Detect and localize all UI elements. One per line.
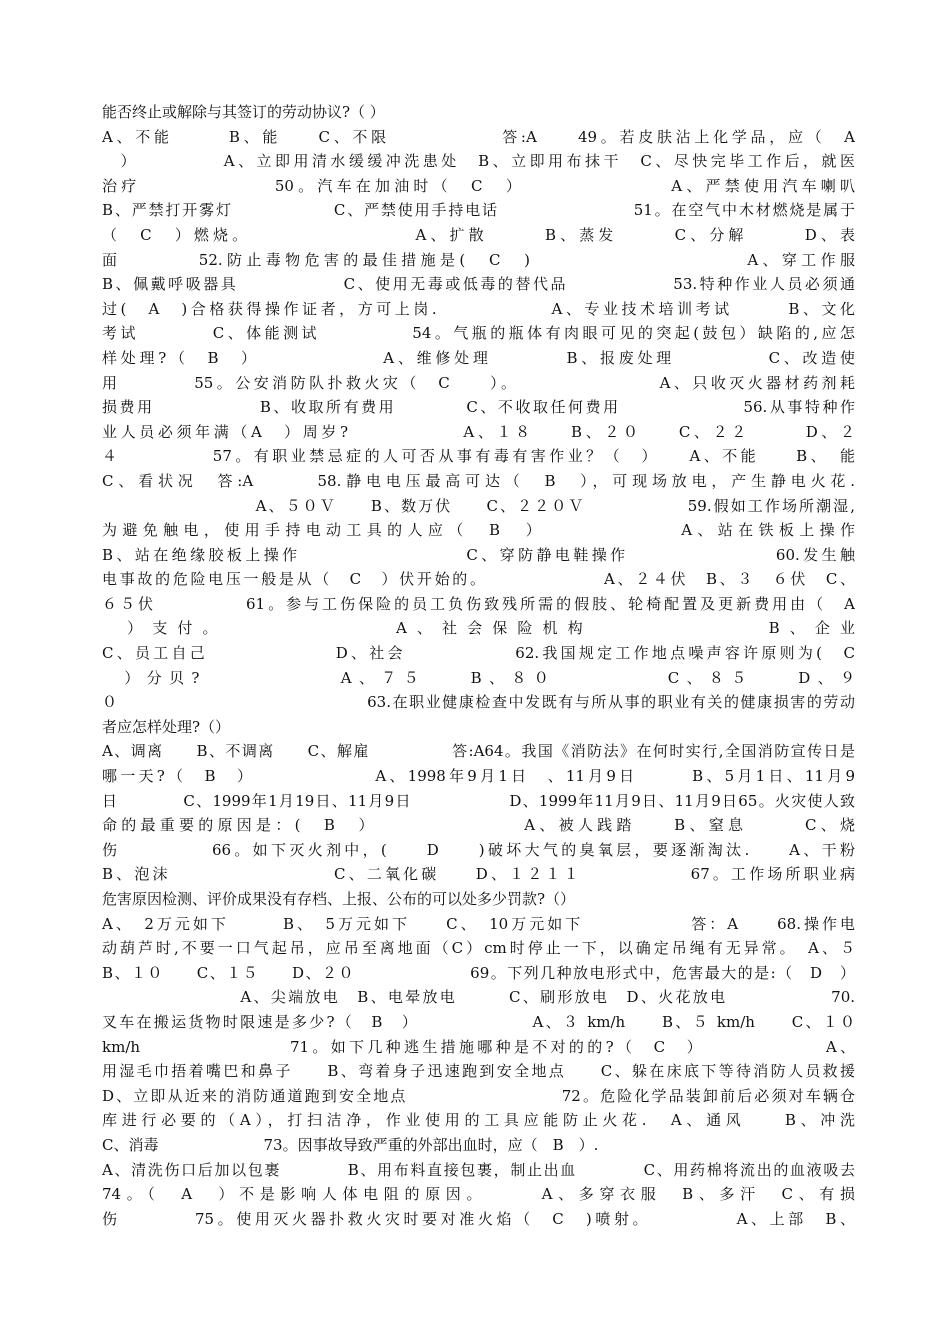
- text-line: A、 2万元如下 B、 5万元如下 C、 10万元如下 答：A 68.操作电: [102, 914, 855, 933]
- text-line: 74。（ A ）不是影响人体电阻的原因。 A、多穿衣服 B、多汗 C、有损: [102, 1185, 855, 1204]
- text-line: C、员工自己 D、社会 62.我国规定工作地点噪声容许原则为( C: [102, 644, 855, 663]
- text-line: A、５０Ｖ B、数万伏 C、２２０Ｖ 59.假如工作场所潮湿,: [102, 496, 855, 515]
- text-line: A、尖端放电 B、电晕放电 C、刷形放电 D、火花放电 70.: [102, 988, 855, 1007]
- text-line: 伤 75。使用灭火器扑救火灾时要对准火焰（ C )喷射。 A、上部 B、: [102, 1209, 855, 1228]
- text-line: ０ 63.在职业健康检查中发既有与所从事的职业有关的健康损害的劳动: [102, 693, 855, 712]
- text-line: 损费用 B、收取所有费用 C、不收取任何费用 56.从事特种作: [102, 398, 855, 417]
- text-line: 面 52.防止毒物危害的最佳措施是( C ) A、穿工作服: [102, 250, 855, 269]
- text-line: 叉车在搬运货物时限速是多少?（ B ） A、３ km/h B、５ km/h C、１０: [102, 1012, 855, 1031]
- text-line: （ C ）燃烧。 A、扩散 B、蒸发 C、分解 D、表: [102, 225, 855, 244]
- text-line: B、佩戴呼吸器具 C、使用无毒或低毒的替代品 53.特种作业人员必须通: [102, 275, 855, 294]
- text-line: 用 55。公安消防队扑救火灾（ C ）。 A、只收灭火器材药剂耗: [102, 373, 855, 392]
- text-line: B、１０ C、１５ D、２０ 69。下列几种放电形式中，危害最大的是:（ D ）: [102, 963, 855, 982]
- text-line: ）支付。 A、社会保险机构 B、企业: [102, 619, 855, 638]
- text-line: A、不能 B、能 C、不限 答:A 49。若皮肤沾上化学品，应（ A: [102, 127, 855, 146]
- text-line: ６５伏 61。参与工伤保险的员工负伤致残所需的假肢、轮椅配置及更新费用由（ A: [102, 594, 855, 613]
- text-line: 命的最重要的原因是：( B ） A、被人践踏 B、窒息 C、烧: [102, 816, 855, 835]
- text-line: B、严禁打开雾灯 C、严禁使用手持电话 51。在空气中木材燃烧是属于: [102, 201, 855, 220]
- text-line: 治疗 50。汽车在加油时（ C ） A、严禁使用汽车喇叭: [102, 176, 855, 195]
- text-line: 业人员必须年满（A ）周岁? A、１８ B、２０ C、２２ D、２: [102, 422, 855, 441]
- text-line: 样处理?（ B ） A、维修处理 B、报废处理 C、改造使: [102, 348, 855, 367]
- text-line: 考试 C、体能测试 54。气瓶的瓶体有肉眼可见的突起(鼓包）缺陷的,应怎: [102, 324, 855, 343]
- text-line: A、调离 B、不调离 C、解雇 答:A64。我国《消防法》在何时实行,全国消防宣传日是: [102, 742, 855, 761]
- text-line: 过( A )合格获得操作证者，方可上岗. A、专业技术培训考试 B、文化: [102, 299, 855, 318]
- text-line: 用湿毛巾捂着嘴巴和鼻子 B、弯着身子迅速跑到安全地点 C、躲在床底下等待消防人员救援: [102, 1062, 855, 1081]
- text-line: 日 C、1999年1月19日、11月9日 D、1999年11月9日、11月9日65。火灾使人致: [102, 791, 855, 810]
- text-line: 伤 66。如下灭火剂中，( D )破坏大气的臭氧层，要逐渐淘汰. A、干粉: [102, 840, 855, 859]
- text-line: 能否终止或解除与其签订的劳动协议?（ ）: [102, 103, 385, 121]
- text-line: 电事故的危险电压一般是从（ C ）伏开始的。 A、２４伏 B、３ ６伏 C、: [102, 570, 855, 589]
- text-line: km/h 71。如下几种逃生措施哪种是不对的的?（ C ） A、: [102, 1037, 855, 1056]
- document-page: [102, 100, 855, 1231]
- text-line: ） A、立即用清水缓缓冲洗患处 B、立即用布抹干 C、尽快完毕工作后，就医: [102, 152, 855, 171]
- text-line: B、站在绝缘胶板上操作 C、穿防静电鞋操作 60.发生触: [102, 545, 855, 564]
- text-line: 库进行必要的（A），打扫洁净，作业使用的工具应能防止火花. A、通风 B、冲洗: [102, 1111, 855, 1130]
- text-line: 哪一天?（ B ） A、1998年9月1日 、11月9日 B、5月1日、11月9: [102, 767, 855, 786]
- text-line: 危害原因检测、评价成果没有存档、上报、公布的可以处多少罚款?（）: [102, 890, 576, 908]
- text-line: ４ 57。有职业禁忌症的人可否从事有毒有害作业？（ ） A、不能 B、 能: [102, 447, 855, 466]
- text-line: D、立即从近来的消防通道跑到安全地点 72。危险化学品装卸前后必须对车辆仓: [102, 1086, 855, 1105]
- text-line: 动葫芦时,不要一口气起吊，应吊至离地面（C）cm时停止一下，以确定吊绳有无异常。 A、５: [102, 939, 855, 958]
- text-line: A、清洗伤口后加以包裹 B、用布料直接包裹，制止出血 C、用药棉将流出的血液吸去: [102, 1160, 855, 1179]
- text-line: B、泡沫 C、二氧化碳 D、１２１１ 67。工作场所职业病: [102, 865, 855, 884]
- text-line: 为避免触电，使用手持电动工具的人应（ B ） A、站在铁板上操作: [102, 521, 855, 540]
- text-line: 者应怎样处理?（）: [102, 717, 231, 736]
- text-line: ）分贝? A、７５ B、８０ C、８５ D、９: [102, 668, 855, 687]
- text-line: C、消毒 73。因事故导致严重的外部出血时，应（ B ）.: [102, 1135, 599, 1154]
- text-line: C、看状况 答:A 58.静电电压最高可达（ B ），可现场放电，产生静电火花.: [102, 471, 855, 490]
